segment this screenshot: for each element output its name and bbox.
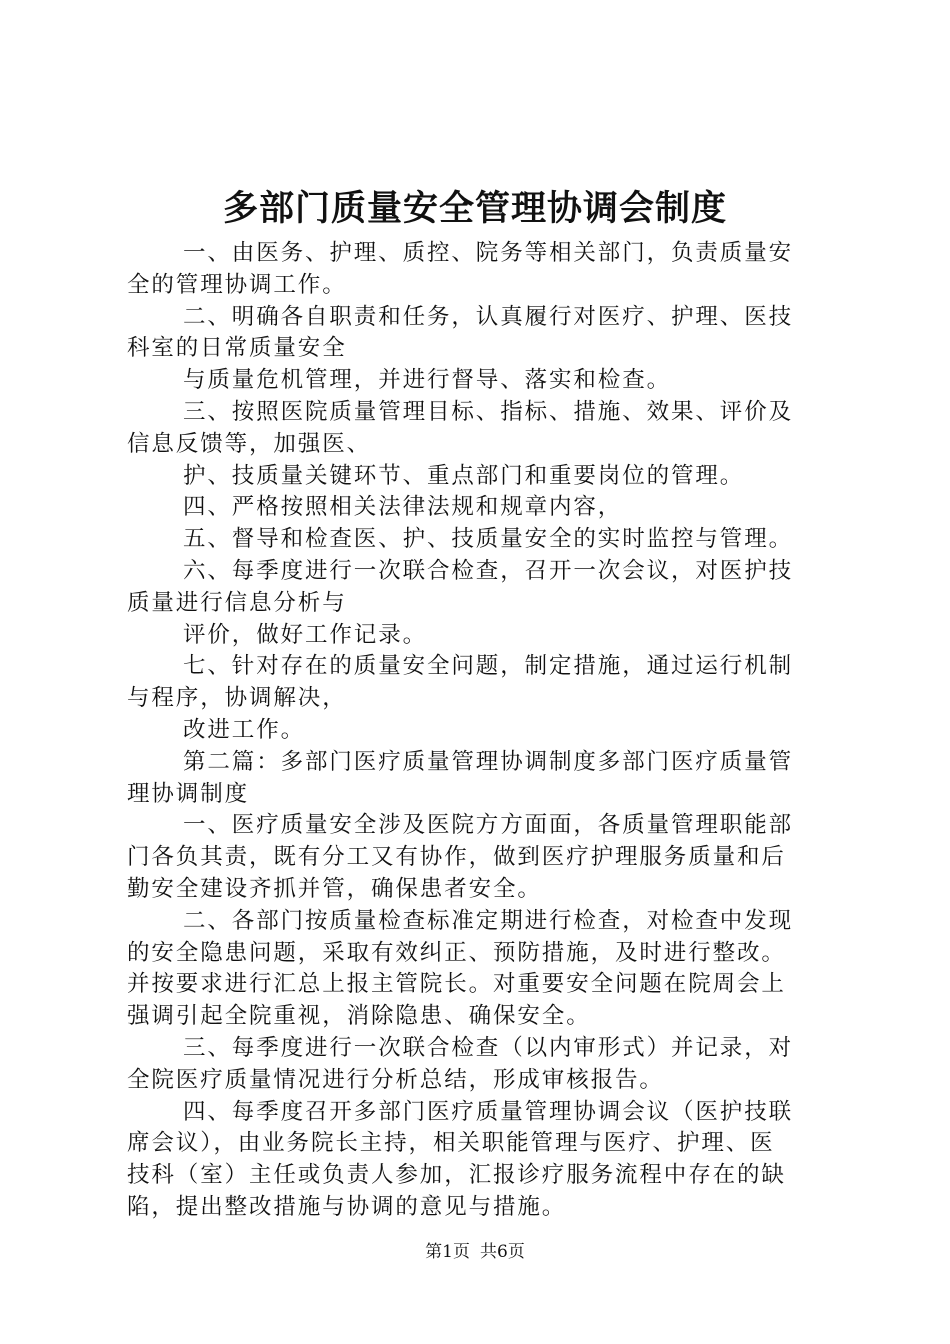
text-line: 理协调制度	[127, 780, 250, 807]
text-line: 全的管理协调工作。	[127, 271, 347, 298]
text-line: 改进工作。	[183, 716, 306, 743]
text-line: 席会议），由业务院长主持，相关职能管理与医疗、护理、医	[127, 1130, 775, 1157]
text-line: 二、各部门按质量检查标准定期进行检查，对检查中发现	[183, 907, 794, 934]
document-body	[127, 238, 831, 1224]
page-footer	[0, 1240, 950, 1264]
document-title: 多部门质量安全管理协调会制度	[222, 188, 727, 229]
text-line: 全院医疗质量情况进行分析总结，形成审核报告。	[127, 1066, 664, 1093]
text-line: 与质量危机管理，并进行督导、落实和检查。	[183, 367, 672, 394]
text-line: 七、针对存在的质量安全问题，制定措施，通过运行机制	[183, 653, 794, 680]
page-total: 共6页	[480, 1242, 525, 1262]
text-line: 质量进行信息分析与	[127, 589, 347, 616]
text-line: 一、医疗质量安全涉及医院方方面面，各质量管理职能部	[183, 812, 794, 839]
text-line: 五、督导和检查医、护、技质量安全的实时监控与管理。	[183, 526, 794, 553]
text-line: 三、每季度进行一次联合检查（以内审形式）并记录，对	[183, 1034, 794, 1061]
text-line: 强调引起全院重视，消除隐患、确保安全。	[127, 1003, 591, 1030]
text-line: 科室的日常质量安全	[127, 335, 347, 362]
text-line: 四、严格按照相关法律法规和规章内容，	[183, 494, 623, 521]
text-line: 技科（室）主任或负责人参加，汇报诊疗服务流程中存在的缺	[127, 1162, 786, 1189]
text-line: 的安全隐患问题，采取有效纠正、预防措施，及时进行整改。	[127, 939, 786, 966]
text-line: 护、技质量关键环节、重点部门和重要岗位的管理。	[183, 462, 745, 489]
text-line: 陷，提出整改措施与协调的意见与措施。	[127, 1193, 567, 1220]
text-line: 二、明确各自职责和任务，认真履行对医疗、护理、医技	[183, 303, 794, 330]
text-line: 与程序，协调解决，	[127, 685, 347, 712]
text-line: 勤安全建设齐抓并管，确保患者安全。	[127, 875, 542, 902]
page-number: 第1页	[425, 1242, 470, 1262]
text-line: 门各负其责，既有分工又有协作，做到医疗护理服务质量和后	[127, 844, 786, 871]
text-line: 评价，做好工作记录。	[183, 621, 428, 648]
text-line: 三、按照医院质量管理目标、指标、措施、效果、评价及	[183, 398, 794, 425]
text-line: 信息反馈等，加强医、	[127, 430, 372, 457]
text-line: 并按要求进行汇总上报主管院长。对重要安全问题在院周会上	[127, 971, 786, 998]
text-line: 四、每季度召开多部门医疗质量管理协调会议（医护技联	[183, 1098, 794, 1125]
text-line: 第二篇：多部门医疗质量管理协调制度多部门医疗质量管	[183, 748, 794, 775]
text-line: 一、由医务、护理、质控、院务等相关部门，负责质量安	[183, 240, 794, 266]
text-line: 六、每季度进行一次联合检查，召开一次会议，对医护技	[183, 557, 794, 584]
